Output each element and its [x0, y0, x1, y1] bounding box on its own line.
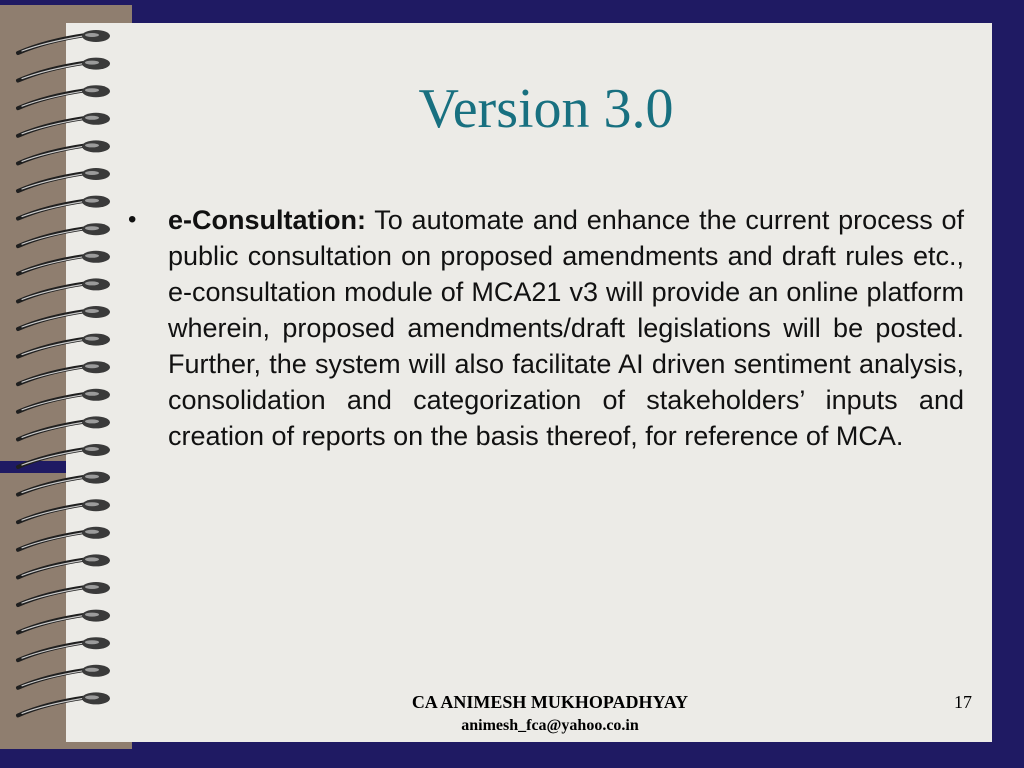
- bullet-symbol: •: [128, 206, 137, 233]
- footer-email: animesh_fca@yahoo.co.in: [461, 717, 639, 734]
- slide-title: Version 3.0: [418, 78, 674, 140]
- bullet-description: To automate and enhance the current process of public consultation on proposed amendments and draft rules etc., e-consultation module of MCA21 v3 will provide an online platform wherein, proposed amendments/draft legislations will be posted. Further, the system will also facilitate AI driven sentiment analysis, consolidation and categorization of stakeholders’ inputs and creation of reports on the basis thereof, for reference of MCA.: [168, 205, 964, 451]
- slide-content: [128, 202, 964, 454]
- slide-page-number: 17: [954, 692, 972, 712]
- footer-author-name: CA ANIMESH MUKHOPADHYAY: [411, 692, 689, 712]
- bullet-text-block: [168, 202, 964, 454]
- bullet-item: [128, 202, 964, 454]
- bullet-term: e-Consultation:: [168, 205, 366, 235]
